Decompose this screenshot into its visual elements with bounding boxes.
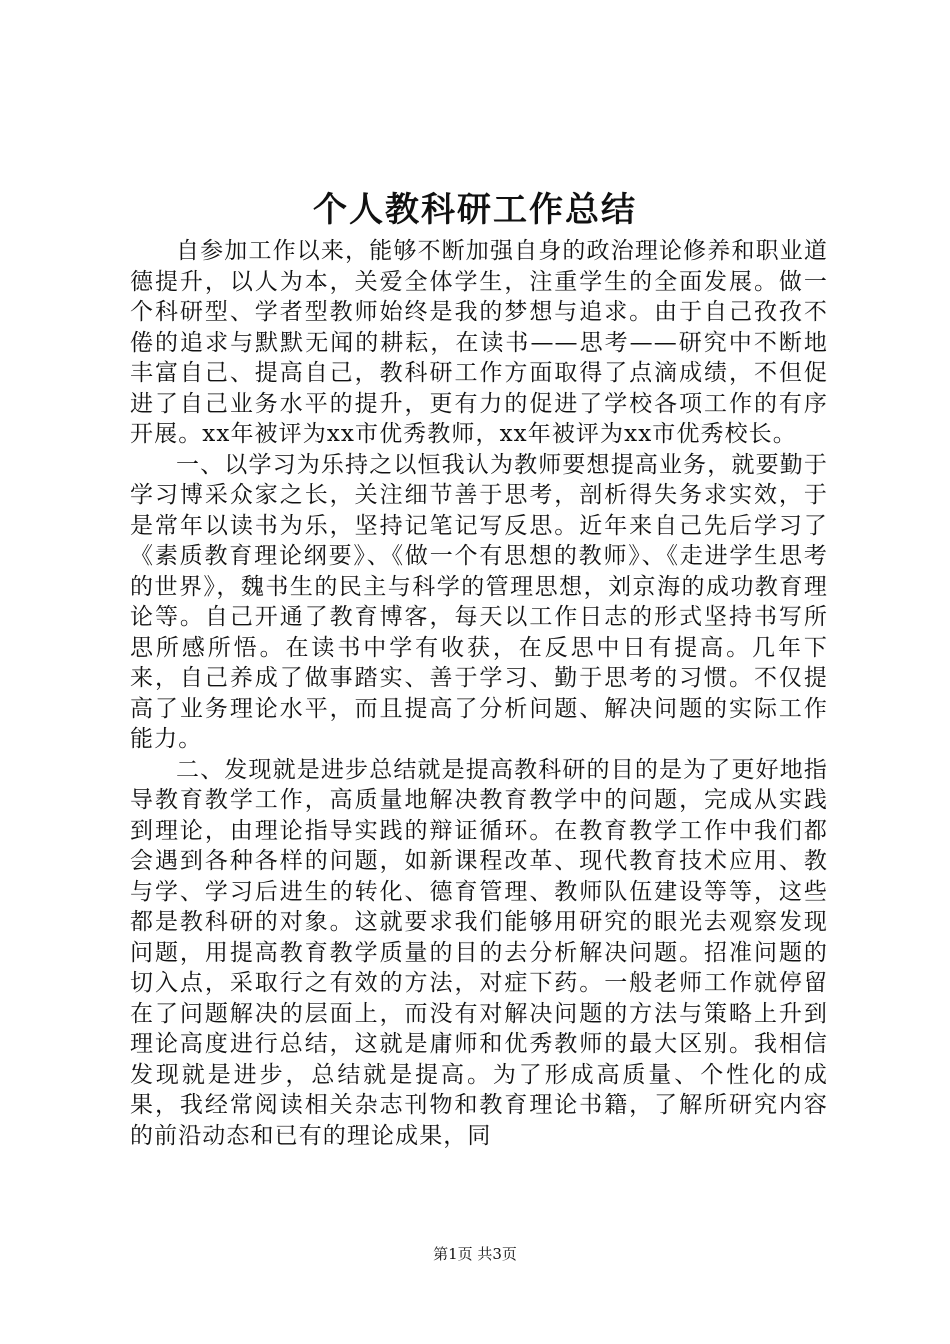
page-footer: 第1页 共3页 bbox=[433, 1245, 517, 1263]
paragraph-intro: 自参加工作以来，能够不断加强自身的政治理论修养和职业道德提升，以人为本，关爱全体学生，注重学生的全面发展。做一个科研型、学者型教师始终是我的梦想与追求。由于自己孜孜不倦的追求与默默无闻的耕耘，在读书——思考——研究中不断地丰富自己、提高自己，教科研工作方面取得了点滴成绩，不但促进了自己业务水平的提升，更有力的促进了学校各项工作的有序开展。xx年被评为xx市优秀教师，xx年被评为xx市优秀校长。 bbox=[130, 238, 828, 447]
paragraph-section-1: 一、以学习为乐持之以恒我认为教师要想提高业务，就要勤于学习博采众家之长，关注细节善于思考，剖析得失务求实效，于是常年以读书为乐，坚持记笔记写反思。近年来自己先后学习了《素质教育理论纲要》、《做一个有思想的教师》、《走进学生思考的世界》，魏书生的民主与科学的管理思想，刘京海的成功教育理论等。自己开通了教育博客，每天以工作日志的形式坚持书写所思所感所悟。在读书中学有收获，在反思中日有提高。几年下来，自己养成了做事踏实、善于学习、勤于思考的习惯。不仅提高了业务理论水平，而且提高了分析问题、解决问题的实际工作能力。 bbox=[130, 451, 828, 752]
document-body bbox=[130, 236, 828, 1151]
document-title: 个人教科研工作总结 bbox=[313, 190, 637, 230]
paragraph-section-2: 二、发现就是进步总结就是提高教科研的目的是为了更好地指导教育教学工作，高质量地解决教育教学中的问题，完成从实践到理论，由理论指导实践的辩证循环。在教育教学工作中我们都会遇到各种各样的问题，如新课程改革、现代教育技术应用、教与学、学习后进生的转化、德育管理、教师队伍建设等等，这些都是教科研的对象。这就要求我们能够用研究的眼光去观察发现问题，用提高教育教学质量的目的去分析解决问题。招准问题的切入点，采取行之有效的方法，对症下药。一般老师工作就停留在了问题解决的层面上，而没有对解决问题的方法与策略上升到理论高度进行总结，这就是庸师和优秀教师的最大区别。我相信发现就是进步，总结就是提高。为了形成高质量、个性化的成果，我经常阅读相关杂志刊物和教育理论书籍，了解所研究内容的前沿动态和已有的理论成果，同 bbox=[130, 756, 828, 1149]
